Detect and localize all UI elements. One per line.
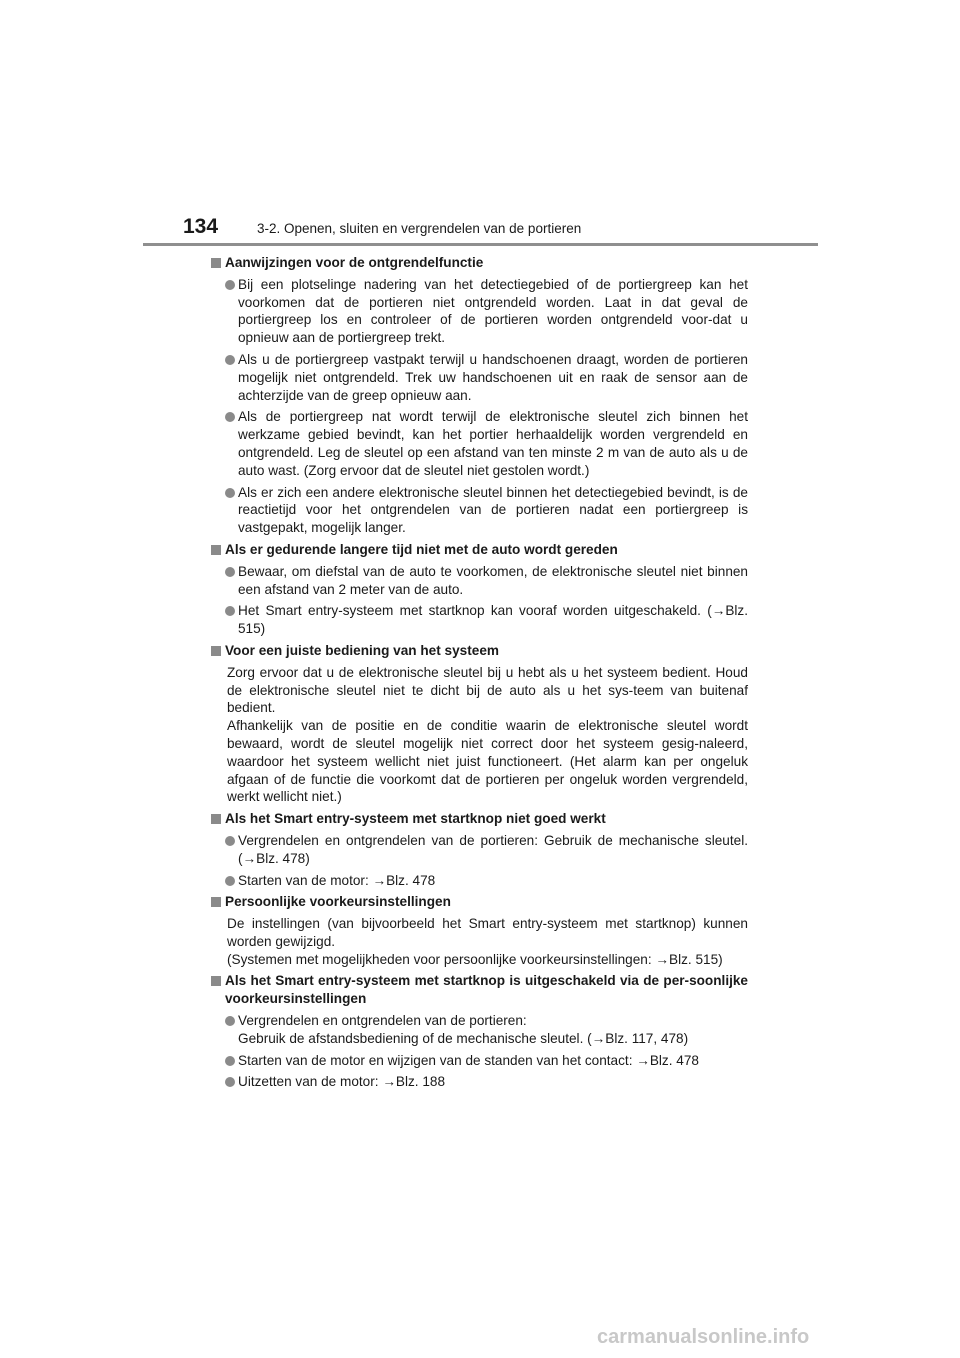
- watermark: carmanualsonline.info: [597, 1326, 810, 1348]
- list-item: Bewaar, om diefstal van de auto te voorkomen, de elektronische sleutel niet binnen een afstand van 2 meter van de auto.: [211, 563, 748, 599]
- section-title: Als het Smart entry-systeem met startknop niet goed werkt: [211, 810, 748, 828]
- section-malfunction: [211, 810, 748, 889]
- page-header: [183, 215, 823, 245]
- section-correct-operation: [211, 642, 748, 806]
- list-item: Vergrendelen en ontgrendelen van de portieren: Gebruik de mechanische sleutel. (→Blz. 478): [211, 832, 748, 868]
- list-item: Het Smart entry-systeem met startknop kan vooraf worden uitgeschakeld. (→Blz. 515): [211, 602, 748, 638]
- paragraph: (Systemen met mogelijkheden voor persoonlijke voorkeursinstellingen: →Blz. 515): [227, 951, 723, 967]
- page-content: [211, 254, 748, 1095]
- list-item: Als u de portiergreep vastpakt terwijl u handschoenen draagt, worden de portieren mogelijk niet ontgrendeld. Trek uw handschoenen uit en raak de sensor aan de achterzijde van de greep opnieuw aan.: [211, 351, 748, 404]
- section-title: Aanwijzingen voor de ontgrendelfunctie: [211, 254, 748, 272]
- list-item: Als er zich een andere elektronische sleutel binnen het detectiegebied bevindt, is de reactietijd voor het ontgrendelen van de portieren nadat een portiergreep is vastgepakt, mogelijk langer.: [211, 484, 748, 537]
- section-customization: [211, 893, 748, 968]
- header-divider: [143, 243, 818, 246]
- section-title: Voor een juiste bediening van het systeem: [211, 642, 748, 660]
- list-item: Als de portiergreep nat wordt terwijl de elektronische sleutel zich binnen het werkzame gebied bevindt, kan het portier herhaaldelijk worden vergrendeld en ontgrendeld. Leg de sleutel op een afstand van ten minste 2 m van de auto als u de auto wast. (Zorg ervoor dat de sleutel niet gestolen wordt.): [211, 408, 748, 479]
- section-title: Als er gedurende langere tijd niet met de auto wordt gereden: [211, 541, 748, 559]
- section-long-term-parking: [211, 541, 748, 638]
- page-number: 134: [183, 215, 219, 238]
- list-item: Starten van de motor: →Blz. 478: [211, 872, 748, 890]
- list-item: Uitzetten van de motor: →Blz. 188: [211, 1073, 748, 1091]
- chapter-title: 3-2. Openen, sluiten en vergrendelen van de portieren: [257, 221, 582, 236]
- section-disabled-via-customization: [211, 972, 748, 1091]
- paragraph: De instellingen (van bijvoorbeeld het Smart entry-systeem met startknop) kunnen worden gewijzigd.: [227, 916, 748, 949]
- section-title: Als het Smart entry-systeem met startknop is uitgeschakeld via de per-soonlijke voorkeursinstellingen: [211, 972, 748, 1008]
- section-title: Persoonlijke voorkeursinstellingen: [211, 893, 748, 911]
- section-unlock-notes: [211, 254, 748, 537]
- paragraph: Zorg ervoor dat u de elektronische sleutel bij u hebt als u het systeem bedient. Houd de elektronische sleutel niet te dicht bij de auto als u het sys-teem van buitenaf bedient.: [227, 664, 748, 716]
- list-item: Bij een plotselinge nadering van het detectiegebied of de portiergreep kan het voorkomen dat de portieren niet ontgrendeld worden. Laat in dat geval de portiergreep los en controleer of de portieren worden ontgrendeld voor-dat u opnieuw aan de portiergreep trekt.: [211, 276, 748, 347]
- paragraph: Afhankelijk van de positie en de conditie waarin de elektronische sleutel wordt bewaard, wordt de sleutel mogelijk niet correct door het systeem gesig-naleerd, waardoor het systeem wellicht niet juist functioneert. (Het alarm kan per ongeluk afgaan of de functie die voorkomt dat de portieren per ongeluk worden vergrendeld, werkt wellicht niet.): [227, 718, 748, 805]
- list-item: Vergrendelen en ontgrendelen van de portieren: Gebruik de afstandsbediening of de mechanische sleutel. (→Blz. 117, 478): [211, 1012, 748, 1048]
- list-item: Starten van de motor en wijzigen van de standen van het contact: →Blz. 478: [211, 1052, 748, 1070]
